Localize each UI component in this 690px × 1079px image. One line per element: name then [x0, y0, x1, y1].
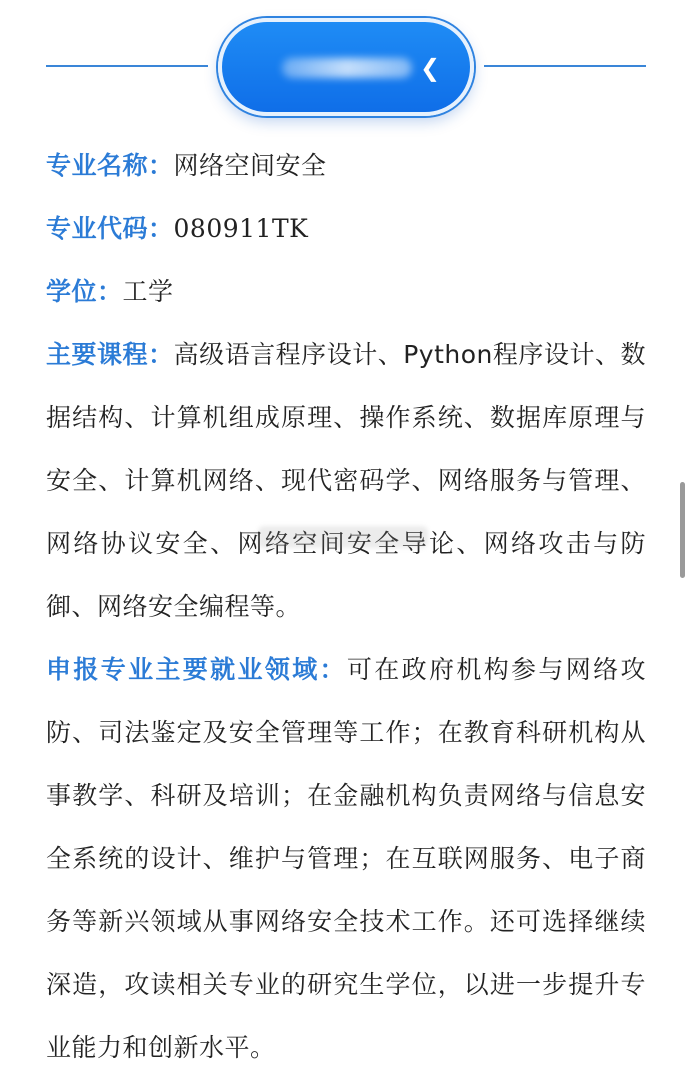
major-code-value: 080911TK: [173, 214, 309, 243]
courses-paragraph: [46, 323, 646, 638]
scrollbar[interactable]: [680, 482, 685, 578]
employment-paragraph: [46, 638, 646, 1079]
quote-mark-icon: ❮: [420, 54, 441, 82]
major-code-label: 专业代码：: [46, 214, 174, 243]
degree-label: 学位：: [46, 277, 123, 306]
blurred-title: [282, 58, 412, 78]
degree-value: 工学: [122, 277, 174, 306]
major-code-row: [46, 197, 646, 260]
divider-left: [46, 65, 208, 67]
major-info: [46, 134, 646, 1079]
employment-label: 申报专业主要就业领域：: [46, 655, 347, 684]
major-name-row: [46, 134, 646, 197]
employment-value: 可在政府机构参与网络攻防、司法鉴定及安全管理等工作；在教育科研机构从事教学、科研及培训；在金融机构负责网络与信息安全系统的设计、维护与管理；在互联网服务、电子商务等新兴领域从事网络安全技术工作。还可选择继续深造，攻读相关专业的研究生学位，以进一步提升专业能力和创新水平。: [46, 655, 646, 1062]
major-name-value: 网络空间安全: [173, 151, 327, 180]
major-name-label: 专业名称：: [46, 151, 174, 180]
watermark: [258, 526, 428, 548]
header-banner: [0, 0, 690, 130]
divider-right: [484, 65, 646, 67]
title-pill: [218, 18, 474, 116]
courses-label: 主要课程：: [46, 340, 174, 369]
degree-row: [46, 260, 646, 323]
courses-value: 高级语言程序设计、Python程序设计、数据结构、计算机组成原理、操作系统、数据库原理与安全、计算机网络、现代密码学、网络服务与管理、网络协议安全、网络空间安全导论、网络攻击与防御、网络安全编程等。: [46, 340, 646, 621]
